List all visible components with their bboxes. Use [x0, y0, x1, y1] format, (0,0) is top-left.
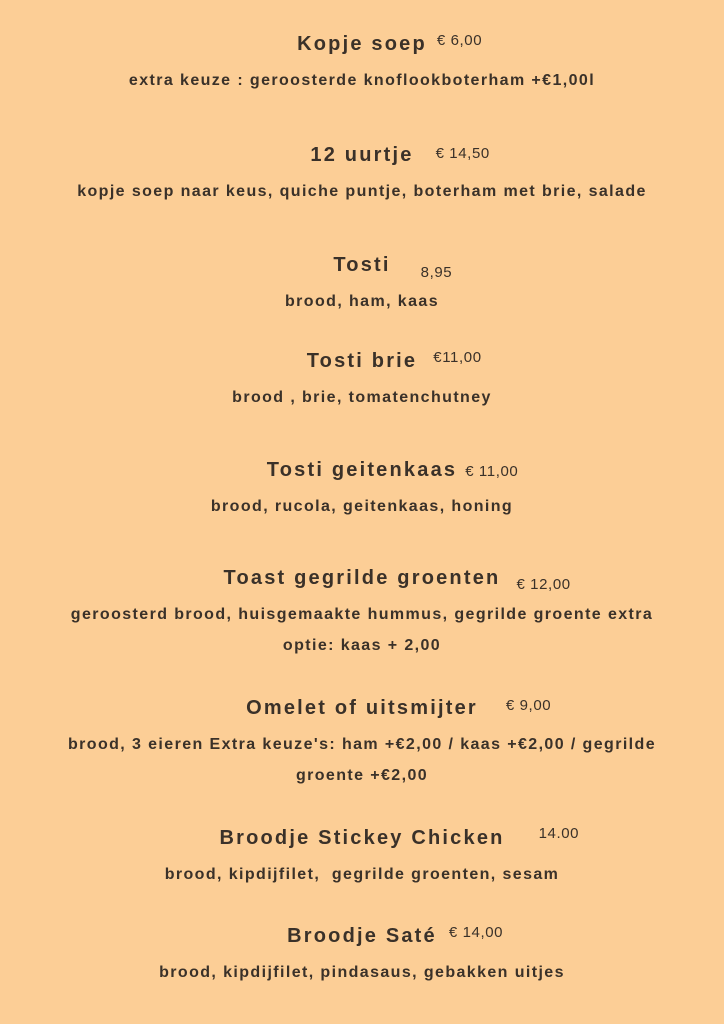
menu-item-description	[0, 176, 724, 207]
menu-item-title-wrap	[297, 29, 483, 61]
menu-item-title-wrap	[219, 823, 580, 855]
menu-item-description	[0, 382, 724, 413]
menu-item-title: Broodje Stickey Chicken	[219, 827, 505, 849]
menu-item-description	[0, 491, 724, 522]
menu-item-description	[0, 859, 724, 890]
menu-item	[0, 140, 724, 207]
menu-list	[0, 29, 724, 988]
menu-item-description-line: brood, ham, kaas	[285, 293, 439, 310]
menu-item-title-wrap	[333, 250, 453, 282]
menu-item-price: € 9,00	[505, 697, 552, 714]
menu-item-description	[0, 599, 724, 661]
menu-item-title-wrap	[287, 921, 504, 953]
menu-item-description	[0, 65, 724, 96]
menu-item-title-row	[0, 693, 724, 723]
menu-item-description-line: extra keuze : geroosterde knoflookboterham +€1,00l	[128, 72, 596, 89]
menu-item-title: 12 uurtje	[310, 144, 414, 166]
menu-item-price: € 6,00	[436, 32, 483, 49]
menu-item	[0, 823, 724, 890]
menu-item-title: Broodje Saté	[287, 925, 437, 947]
menu-item	[0, 563, 724, 661]
menu-item-price: 8,95	[420, 264, 453, 281]
menu-item	[0, 921, 724, 988]
menu-item-title-row	[0, 346, 724, 376]
menu-item-title-row	[0, 140, 724, 170]
menu-item	[0, 29, 724, 96]
menu-item-title: Kopje soep	[297, 33, 427, 55]
menu-item-price: € 12,00	[516, 576, 571, 593]
menu-item	[0, 455, 724, 522]
menu-item-description-line: optie: kaas + 2,00	[282, 637, 442, 654]
menu-item-price: € 14,50	[435, 145, 490, 162]
menu-item-title-wrap	[306, 346, 482, 378]
menu-item-title: Omelet of uitsmijter	[246, 697, 478, 719]
menu-item-title: Tosti geitenkaas	[266, 459, 458, 481]
menu-item-description-line: brood, kipdijfilet, gegrilde groenten, sesam	[164, 866, 560, 883]
menu-item-description	[0, 286, 724, 317]
menu-item-title: Tosti brie	[306, 350, 418, 372]
menu-item-title-wrap	[266, 455, 519, 487]
menu-item-title-row	[0, 29, 724, 59]
menu-item-description-line: brood, kipdijfilet, pindasaus, gebakken uitjes	[159, 964, 565, 981]
menu-item-title-row	[0, 563, 724, 593]
menu-item-description-line: geroosterd brood, huisgemaakte hummus, gegrilde groente extra	[70, 606, 654, 623]
menu-item-title: Toast gegrilde groenten	[223, 567, 501, 589]
menu-item-title-row	[0, 250, 724, 280]
menu-item-title-row	[0, 455, 724, 485]
menu-item	[0, 693, 724, 791]
menu-item-price: 14.00	[538, 825, 580, 842]
menu-item-description-line: groente +€2,00	[295, 767, 429, 784]
menu-item-title-wrap	[223, 563, 571, 595]
menu-item-description-line: brood, rucola, geitenkaas, honing	[210, 498, 514, 515]
menu-item-title-row	[0, 823, 724, 853]
menu-item-description	[0, 957, 724, 988]
menu-item-title: Tosti	[333, 254, 391, 276]
menu-item-description-line: brood , brie, tomatenchutney	[232, 389, 492, 406]
menu-item	[0, 346, 724, 413]
menu-item-price: €11,00	[433, 349, 482, 366]
menu-item	[0, 250, 724, 317]
menu-item-title-wrap	[310, 140, 490, 172]
menu-item-price: € 11,00	[465, 463, 519, 480]
menu-item-title-row	[0, 921, 724, 951]
menu-item-description-line: brood, 3 eieren Extra keuze's: ham +€2,00 / kaas +€2,00 / gegrilde	[67, 736, 656, 753]
menu-item-description-line: kopje soep naar keus, quiche puntje, boterham met brie, salade	[77, 183, 647, 200]
menu-item-price: € 14,00	[448, 924, 504, 941]
menu-item-description	[0, 729, 724, 791]
menu-item-title-wrap	[246, 693, 552, 725]
